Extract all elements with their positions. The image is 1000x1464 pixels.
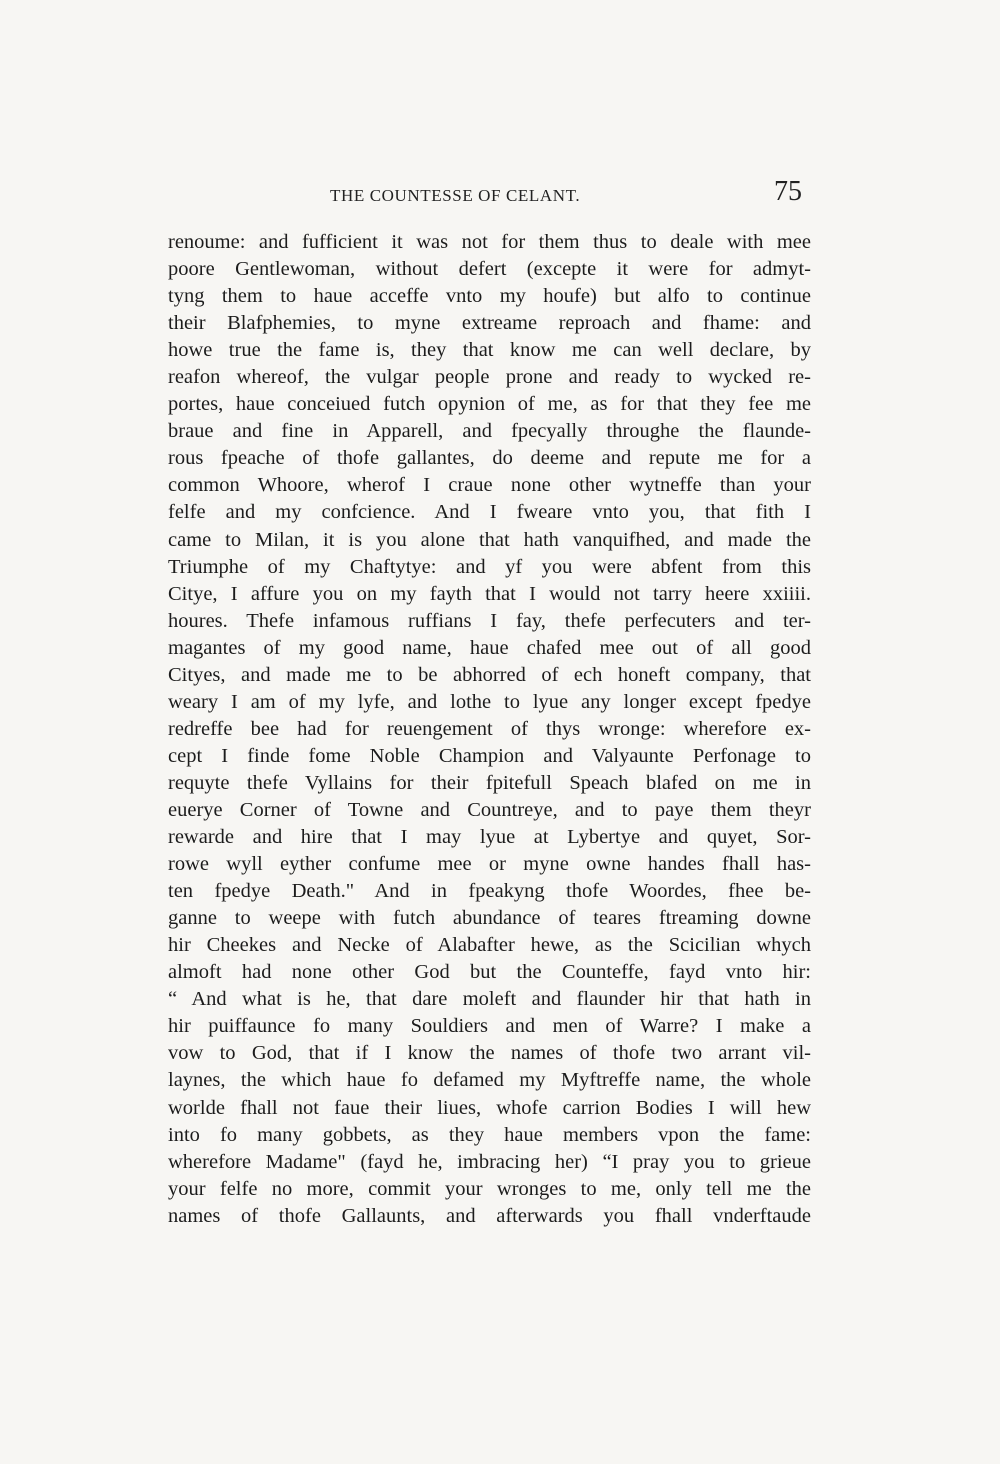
text-line: ganne to weepe with futch abundance of teares ftreaming downe xyxy=(168,907,811,930)
text-line: common Whoore, wherof I craue none other wytneffe than your xyxy=(168,474,811,497)
text-line: houres. Thefe infamous ruffians I fay, thefe perfecuters and ter- xyxy=(168,609,811,632)
text-line: into fo many gobbets, as they haue members vpon the fame: xyxy=(168,1123,811,1146)
text-line: rowe wyll eyther confume mee or myne owne handes fhall has- xyxy=(168,853,811,876)
text-line: weary I am of my lyfe, and lothe to lyue any longer except fpedye xyxy=(168,690,811,713)
body-text xyxy=(168,229,811,1230)
text-line: laynes, the which haue fo defamed my Myftreffe name, the whole xyxy=(168,1069,811,1092)
text-line: rous fpeache of thofe gallantes, do deeme and repute me for a xyxy=(168,447,811,470)
text-line: Triumphe of my Chaftytye: and yf you were abfent from this xyxy=(168,555,811,578)
text-line: worlde fhall not faue their liues, whofe carrion Bodies I will hew xyxy=(168,1096,811,1119)
text-line: howe true the fame is, they that know me can well declare, by xyxy=(168,339,811,362)
text-line: names of thofe Gallaunts, and afterwards you fhall vnderftaude xyxy=(168,1204,811,1227)
text-line: Cityes, and made me to be abhorred of ech honeft company, that xyxy=(168,663,811,686)
text-line: vow to God, that if I know the names of thofe two arrant vil- xyxy=(168,1042,811,1065)
text-line: redreffe bee had for reuengement of thys wronge: wherefore ex- xyxy=(168,717,811,740)
text-line: requyte thefe Vyllains for their fpitefull Speach blafed on me in xyxy=(168,771,811,794)
text-line: your felfe no more, commit your wronges to me, only tell me the xyxy=(168,1177,811,1200)
page-number: 75 xyxy=(774,176,802,207)
text-line: their Blafphemies, to myne extreame reproach and fhame: and xyxy=(168,312,811,335)
text-line: “ And what is he, that dare moleft and flaunder hir that hath in xyxy=(168,988,811,1011)
text-line: tyng them to haue acceffe vnto my houfe) but alfo to continue xyxy=(168,285,811,308)
text-line: braue and fine in Apparell, and fpecyally throughe the flaunde- xyxy=(168,420,811,443)
text-line: almoft had none other God but the Counteffe, fayd vnto hir: xyxy=(168,961,811,984)
text-line: portes, haue conceiued futch opynion of me, as for that they fee me xyxy=(168,393,811,416)
text-line: rewarde and hire that I may lyue at Lybertye and quyet, Sor- xyxy=(168,826,811,849)
text-line: reafon whereof, the vulgar people prone and ready to wycked re- xyxy=(168,366,811,389)
text-line: poore Gentlewoman, without defert (excepte it were for admyt- xyxy=(168,258,811,281)
running-head xyxy=(160,176,810,212)
text-line: came to Milan, it is you alone that hath vanquifhed, and made the xyxy=(168,528,811,551)
running-title: THE COUNTESSE OF CELANT. xyxy=(330,186,581,205)
text-line: magantes of my good name, haue chafed mee out of all good xyxy=(168,636,811,659)
text-line: felfe and my confcience. And I fweare vnto you, that fith I xyxy=(168,501,811,524)
text-line: hir puiffaunce fo many Souldiers and men of Warre? I make a xyxy=(168,1015,811,1038)
text-line: euerye Corner of Towne and Countreye, and to paye them theyr xyxy=(168,798,811,821)
text-line: wherefore Madame" (fayd he, imbracing her) “I pray you to grieue xyxy=(168,1150,811,1173)
text-line: Citye, I affure you on my fayth that I would not tarry heere xxiiii. xyxy=(168,582,811,605)
text-line: renoume: and fufficient it was not for them thus to deale with mee xyxy=(168,231,811,253)
text-line: ten fpedye Death." And in fpeakyng thofe Woordes, fhee be- xyxy=(168,880,811,903)
text-line: cept I finde fome Noble Champion and Valyaunte Perfonage to xyxy=(168,744,811,767)
text-line: hir Cheekes and Necke of Alabafter hewe, as the Scicilian whych xyxy=(168,934,811,957)
